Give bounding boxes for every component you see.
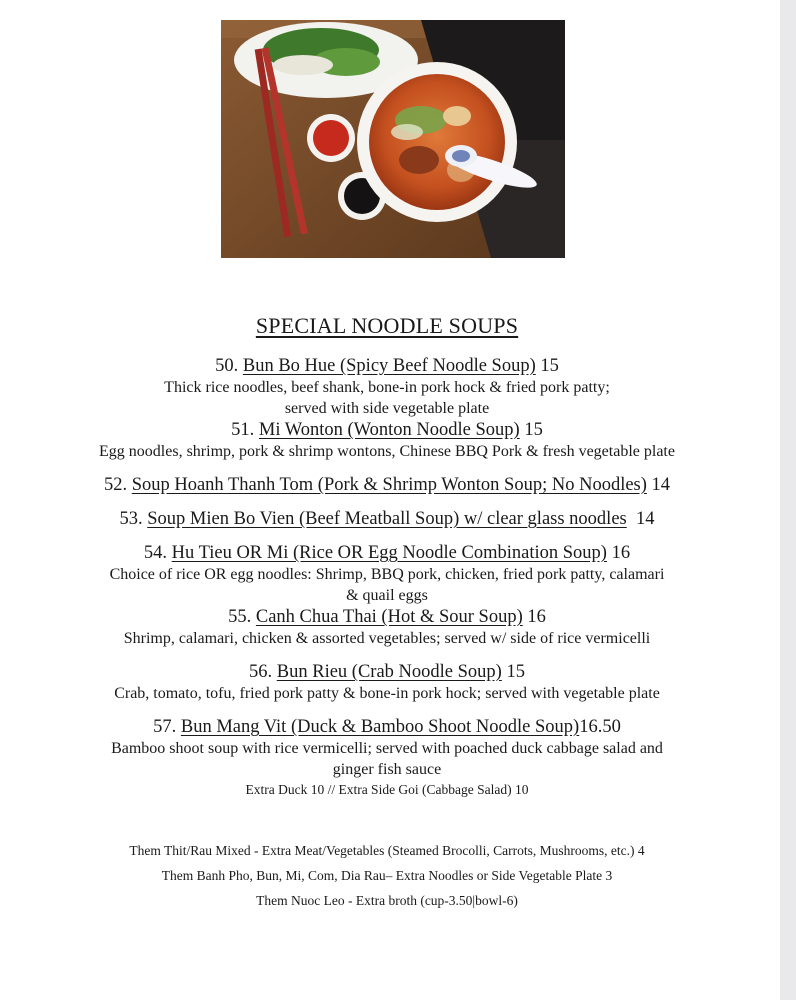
item-description: Egg noodles, shrimp, pork & shrimp wontons, Chinese BBQ Pork & fresh vegetable plate (99, 443, 675, 460)
item-description: Shrimp, calamari, chicken & assorted vegetables; served w/ side of rice vermicelli (123, 630, 651, 647)
item-extra: Extra Duck 10 // Extra Side Goi (Cabbage Salad) 10 (245, 782, 529, 797)
item-name: Bun Rieu (Crab Noodle Soup) (276, 662, 502, 682)
section-heading: SPECIAL NOODLE SOUPS (255, 313, 519, 338)
item-title (0, 661, 774, 683)
menu-item (0, 606, 774, 649)
item-name: Bun Bo Hue (Spicy Beef Noodle Soup) (242, 356, 536, 376)
item-name: Bun Mang Vit (Duck & Bamboo Shoot Noodle Soup) (180, 717, 580, 737)
item-name: Canh Chua Thai (Hot & Sour Soup) (255, 607, 523, 627)
addon-line: Them Nuoc Leo - Extra broth (cup-3.50|bowl-6) (256, 893, 518, 908)
menu-item (0, 661, 774, 704)
item-title (0, 474, 774, 496)
menu-item (0, 508, 774, 530)
item-title (0, 508, 774, 530)
item-description: & quail eggs (346, 587, 428, 604)
item-number: 50. (215, 356, 239, 376)
item-price: 14 (651, 475, 671, 495)
item-title (0, 419, 774, 441)
menu-item (0, 542, 774, 606)
item-name: Mi Wonton (Wonton Noodle Soup) (258, 420, 520, 440)
noodle-soup-photo (221, 20, 565, 258)
item-price: 16.50 (579, 717, 621, 737)
item-number: 56. (249, 662, 273, 682)
item-number: 57. (153, 717, 177, 737)
item-title (0, 355, 774, 377)
item-price: 14 (635, 509, 655, 529)
item-price: 15 (506, 662, 525, 682)
addons-list (0, 838, 774, 913)
item-description: Choice of rice OR egg noodles: Shrimp, BBQ pork, chicken, fried pork patty, calamari (109, 566, 665, 583)
item-description: Crab, tomato, tofu, fried pork patty & bone-in pork hock; served with vegetable plate (114, 685, 660, 702)
menu-item (0, 355, 774, 419)
addon-line: Them Thit/Rau Mixed - Extra Meat/Vegetables (Steamed Brocolli, Carrots, Mushrooms, etc.) 4 (129, 843, 645, 858)
menu-item (0, 419, 774, 462)
item-title (0, 542, 774, 564)
item-name: Hu Tieu OR Mi (Rice OR Egg Noodle Combination Soup) (171, 543, 607, 563)
item-number: 51. (231, 420, 255, 440)
item-description: served with side vegetable plate (284, 400, 490, 417)
item-name: Soup Mien Bo Vien (Beef Meatball Soup) w/ clear glass noodles (147, 509, 627, 529)
menu-item (0, 474, 774, 496)
item-description: Thick rice noodles, beef shank, bone-in pork hock & fried pork patty; (164, 379, 610, 396)
item-number: 55. (228, 607, 252, 627)
item-number: 52. (103, 475, 128, 495)
item-title (0, 606, 774, 628)
addon-line: Them Banh Pho, Bun, Mi, Com, Dia Rau– Extra Noodles or Side Vegetable Plate 3 (161, 868, 613, 883)
item-name: Soup Hoanh Thanh Tom (Pork & Shrimp Wonton Soup; No Noodles) (131, 475, 647, 495)
item-description: Bamboo shoot soup with rice vermicelli; served with poached duck cabbage salad and (111, 740, 663, 757)
item-price: 16 (527, 607, 546, 627)
item-price: 15 (524, 420, 543, 440)
item-description: ginger fish sauce (332, 761, 442, 778)
menu-list (0, 355, 774, 800)
item-price: 16 (611, 543, 631, 563)
item-title (0, 716, 774, 738)
menu-item (0, 716, 774, 800)
item-number: 53. (119, 509, 143, 529)
item-price: 15 (540, 356, 559, 376)
item-number: 54. (143, 543, 168, 563)
